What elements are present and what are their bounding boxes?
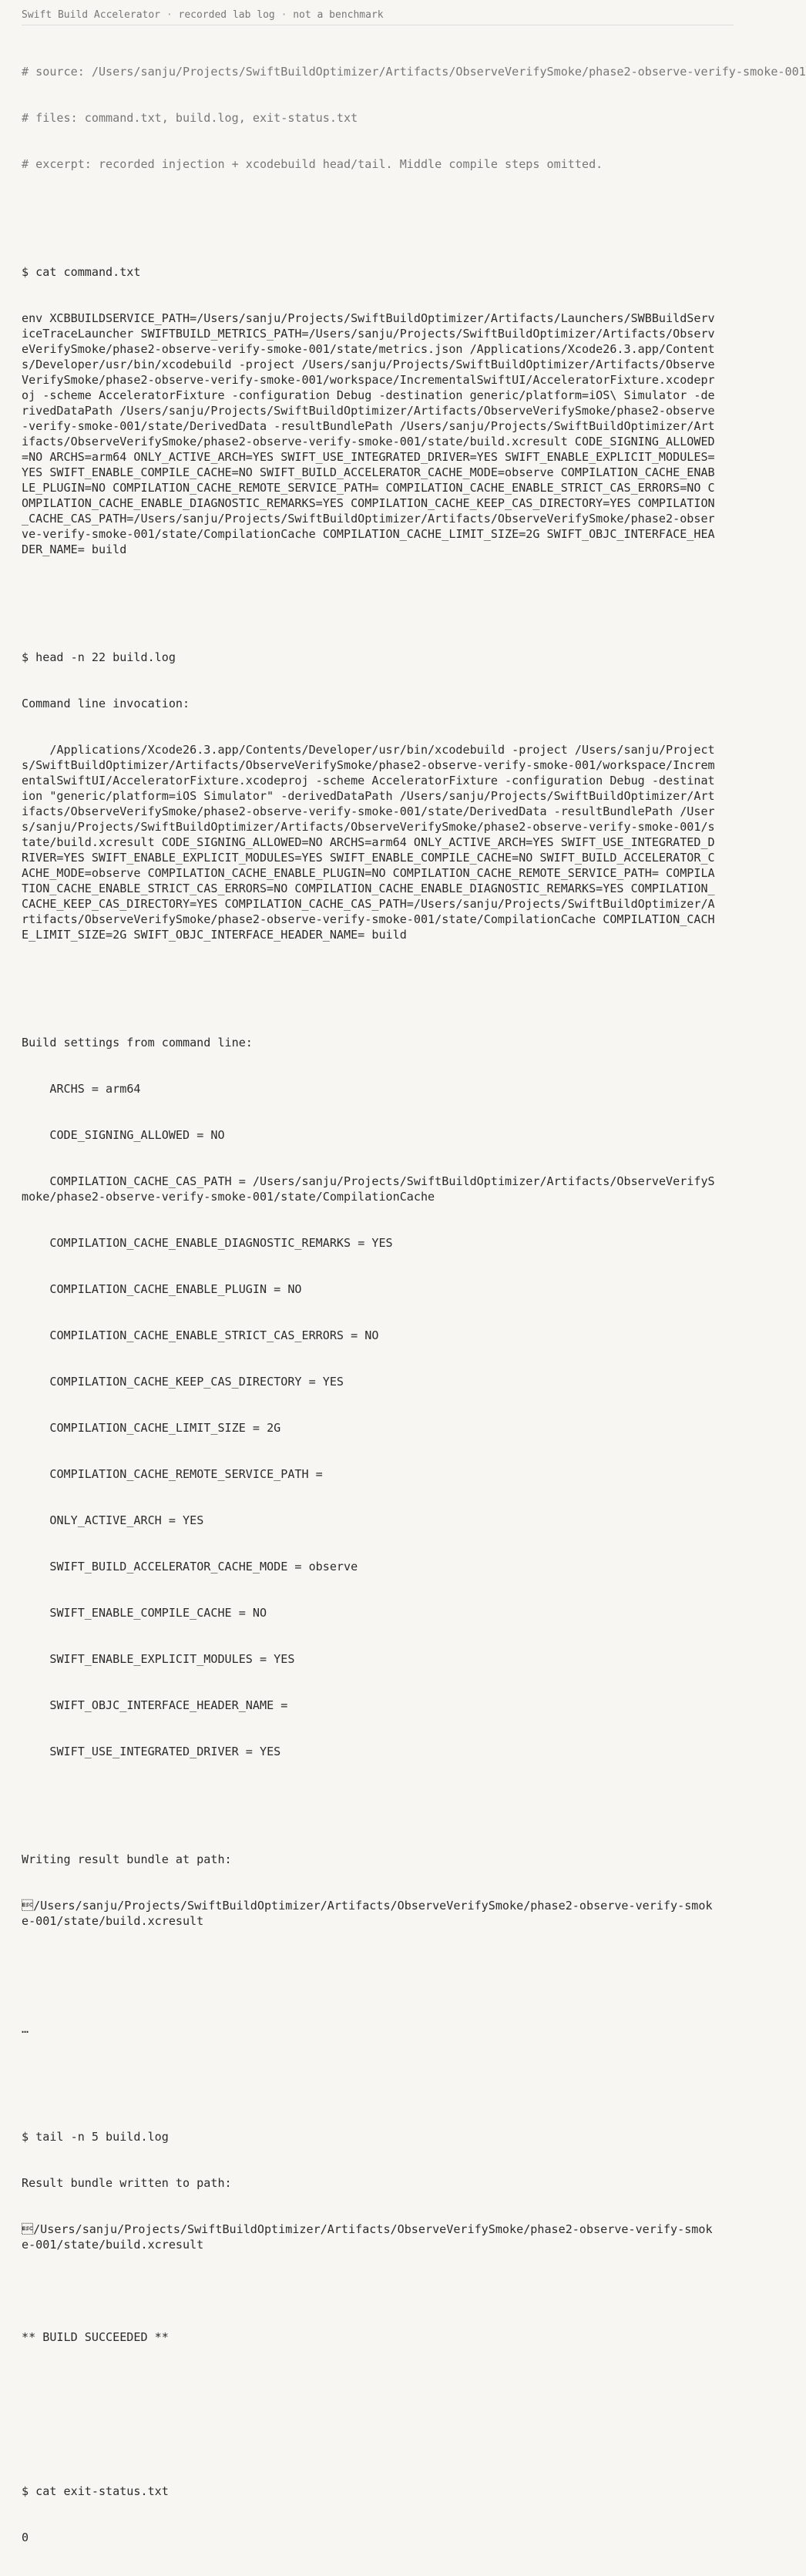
setting-line: COMPILATION_CACHE_LIMIT_SIZE = 2G (22, 1421, 281, 1435)
page-header (22, 8, 734, 25)
setting-line: SWIFT_USE_INTEGRATED_DRIVER = YES (22, 1745, 281, 1758)
setting-line: ARCHS = arm64 (22, 1082, 141, 1096)
build-result: ** BUILD SUCCEEDED ** (22, 2330, 169, 2344)
setting-line: CODE_SIGNING_ALLOWED = NO (22, 1128, 225, 1142)
header-separator: · (280, 9, 287, 21)
files-comment: # files: command.txt, build.log, exit-status.txt (22, 111, 358, 125)
setting-line: COMPILATION_CACHE_KEEP_CAS_DIRECTORY = YES (22, 1375, 344, 1389)
setting-line: COMPILATION_CACHE_ENABLE_DIAGNOSTIC_REMARKS = YES (22, 1236, 393, 1250)
setting-line: SWIFT_OBJC_INTERFACE_HEADER_NAME = (22, 1698, 295, 1712)
invocation-body: /Applications/Xcode26.3.app/Contents/Developer/usr/bin/xcodebuild -project /Users/sanju/Projects/SwiftBuildOptimizer/Artifacts/ObserveVerifySmoke/phase2-observe-verify-smoke-001/workspace/IncrementalSwiftUI/AcceleratorFixture.xcodeproj -scheme AcceleratorFixture -configuration Debug -destination "generic/platform=iOS Simulator" -derivedDataPath /Users/sanju/Projects/SwiftBuildOptimizer/Artifacts/ObserveVerifySmoke/phase2-observe-verify-smoke-001/state/DerivedData -resultBundlePath /Users/sanju/Projects/SwiftBuildOptimizer/Artifacts/ObserveVerifySmoke/phase2-observe-verify-smoke-001/state/build.xcresult CODE_SIGNING_ALLOWED=NO ARCHS=arm64 ONLY_ACTIVE_ARCH=YES SWIFT_USE_INTEGRATED_DRIVER=YES SWIFT_ENABLE_EXPLICIT_MODULES=YES SWIFT_ENABLE_COMPILE_CACHE=NO SWIFT_BUILD_ACCELERATOR_CACHE_MODE=observe COMPILATION_CACHE_ENABLE_PLUGIN=NO COMPILATION_CACHE_REMOTE_SERVICE_PATH= COMPILATION_CACHE_ENABLE_STRICT_CAS_ERRORS=NO COMPILATION_CACHE_ENABLE_DIAGNOSTIC_REMARKS=YES COMPILATION_CACHE_KEEP_CAS_DIRECTORY=YES COMPILATION_CACHE_CAS_PATH=/Users/sanju/Projects/SwiftBuildOptimizer/Artifacts/ObserveVerifySmoke/phase2-observe-verify-smoke-001/state/CompilationCache COMPILATION_CACHE_LIMIT_SIZE=2G SWIFT_OBJC_INTERFACE_HEADER_NAME= build (22, 743, 715, 942)
writing-path: /Users/sanju/Projects/SwiftBuildOptimizer/Artifacts/ObserveVerifySmoke/phase2-observe-verify-smoke-001/state/build.xcresult (22, 1899, 713, 1928)
header-title: Swift Build Accelerator (22, 9, 161, 21)
header-separator: · (166, 9, 173, 21)
setting-line: SWIFT_ENABLE_COMPILE_CACHE = NO (22, 1606, 267, 1620)
written-label: Result bundle written to path: (22, 2176, 232, 2190)
blank-line (22, 203, 755, 218)
header-subtitle-log: recorded lab log (178, 9, 275, 21)
setting-line: COMPILATION_CACHE_CAS_PATH = /Users/sanju/Projects/SwiftBuildOptimizer/Artifacts/ObserveVerifySmoke/phase2-observe-verify-smoke-001/state/CompilationCache (22, 1174, 715, 1204)
blank-line (22, 2283, 755, 2299)
blank-line (22, 973, 755, 989)
blank-line (22, 2067, 755, 2083)
source-comment: # source: /Users/sanju/Projects/SwiftBuildOptimizer/Artifacts/ObserveVerifySmoke/phase2-observe-verify-smoke-001 (22, 65, 806, 79)
setting-line: SWIFT_ENABLE_EXPLICIT_MODULES = YES (22, 1652, 295, 1666)
invocation-label: Command line invocation: (22, 697, 190, 710)
blank-line (22, 1960, 755, 1975)
blank-line (22, 588, 755, 603)
tail-prompt: $ tail -n 5 build.log (22, 2130, 169, 2144)
settings-label: Build settings from command line: (22, 1036, 253, 1050)
setting-line: COMPILATION_CACHE_ENABLE_STRICT_CAS_ERRORS = NO (22, 1328, 379, 1342)
omitted-ellipsis: … (22, 2022, 29, 2036)
blank-line (22, 2422, 755, 2437)
blank-line (22, 1790, 755, 1805)
setting-line: ONLY_ACTIVE_ARCH = YES (22, 1513, 204, 1527)
blank-line (22, 2376, 755, 2391)
setting-line: SWIFT_BUILD_ACCELERATOR_CACHE_MODE = observe (22, 1560, 358, 1573)
excerpt-comment: # excerpt: recorded injection + xcodebuild head/tail. Middle compile steps omitted. (22, 157, 603, 171)
setting-line: COMPILATION_CACHE_ENABLE_PLUGIN = NO (22, 1282, 302, 1296)
command-prompt: $ cat command.txt (22, 265, 141, 279)
head-prompt: $ head -n 22 build.log (22, 650, 176, 664)
exit-status-value: 0 (22, 2531, 29, 2544)
terminal-log (22, 33, 806, 2576)
writing-label: Writing result bundle at path: (22, 1852, 232, 1866)
header-subtitle-note: not a benchmark (293, 9, 384, 21)
setting-line: COMPILATION_CACHE_REMOTE_SERVICE_PATH = (22, 1467, 330, 1481)
exit-prompt: $ cat exit-status.txt (22, 2484, 169, 2498)
command-body: env XCBBUILDSERVICE_PATH=/Users/sanju/Projects/SwiftBuildOptimizer/Artifacts/Launchers/SWBBuildServiceTraceLauncher SWIFTBUILD_METRICS_PATH=/Users/sanju/Projects/SwiftBuildOptimizer/Artifacts/ObserveVerifySmoke/phase2-observe-verify-smoke-001/state/metrics.json /Applications/Xcode26.3.app/Contents/Developer/usr/bin/xcodebuild -project /Users/sanju/Projects/SwiftBuildOptimizer/Artifacts/ObserveVerifySmoke/phase2-observe-verify-smoke-001/workspace/IncrementalSwiftUI/AcceleratorFixture.xcodeproj -scheme AcceleratorFixture -configuration Debug -destination generic/platform=iOS\ Simulator -derivedDataPath /Users/sanju/Projects/SwiftBuildOptimizer/Artifacts/ObserveVerifySmoke/phase2-observe-verify-smoke-001/state/DerivedData -resultBundlePath /Users/sanju/Projects/SwiftBuildOptimizer/Artifacts/ObserveVerifySmoke/phase2-observe-verify-smoke-001/state/build.xcresult CODE_SIGNING_ALLOWED=NO ARCHS=arm64 ONLY_ACTIVE_ARCH=YES SWIFT_USE_INTEGRATED_DRIVER=YES SWIFT_ENABLE_EXPLICIT_MODULES=YES SWIFT_ENABLE_COMPILE_CACHE=NO SWIFT_BUILD_ACCELERATOR_CACHE_MODE=observe COMPILATION_CACHE_ENABLE_PLUGIN=NO COMPILATION_CACHE_REMOTE_SERVICE_PATH= COMPILATION_CACHE_ENABLE_STRICT_CAS_ERRORS=NO COMPILATION_CACHE_ENABLE_DIAGNOSTIC_REMARKS=YES COMPILATION_CACHE_KEEP_CAS_DIRECTORY=YES COMPILATION_CACHE_CAS_PATH=/Users/sanju/Projects/SwiftBuildOptimizer/Artifacts/ObserveVerifySmoke/phase2-observe-verify-smoke-001/state/CompilationCache COMPILATION_CACHE_LIMIT_SIZE=2G SWIFT_OBJC_INTERFACE_HEADER_NAME= build (22, 311, 715, 556)
written-path: /Users/sanju/Projects/SwiftBuildOptimizer/Artifacts/ObserveVerifySmoke/phase2-observe-verify-smoke-001/state/build.xcresult (22, 2222, 713, 2252)
